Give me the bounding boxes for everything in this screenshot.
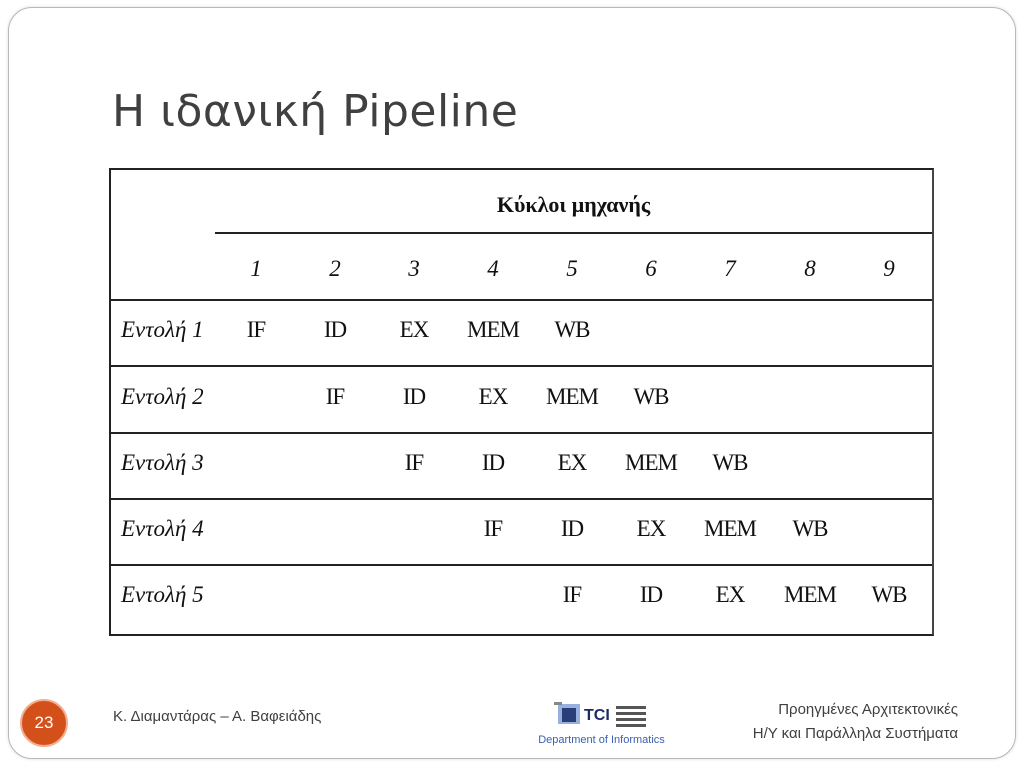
pipeline-stage-cell: ID <box>402 384 426 409</box>
pipeline-stage-cell: MEM <box>467 317 519 342</box>
pipeline-stage-cell: EX <box>715 582 745 607</box>
row-divider <box>109 498 932 500</box>
pipeline-table <box>109 168 932 634</box>
pipeline-stage-cell: IF <box>325 384 345 409</box>
row-divider <box>109 432 932 434</box>
page-number-badge: 23 <box>20 699 68 747</box>
department-logo <box>524 700 679 746</box>
pipeline-stage-cell: WB <box>871 582 907 607</box>
course-line-2: Η/Υ και Παράλληλα Συστήματα <box>752 725 958 742</box>
header-divider <box>215 232 932 234</box>
pipeline-stage-cell: EX <box>636 516 666 541</box>
cycle-number: 5 <box>566 256 578 281</box>
slide-title: Η ιδανική Pipeline <box>112 86 519 137</box>
cycle-number: 6 <box>645 256 657 281</box>
pipeline-stage-cell: MEM <box>625 450 677 475</box>
instruction-label: Εντολή 4 <box>121 516 204 541</box>
logo-caption: Department of Informatics <box>538 734 665 746</box>
pipeline-stage-cell: ID <box>323 317 347 342</box>
cycle-number: 8 <box>804 256 816 281</box>
cycle-number: 1 <box>250 256 262 281</box>
row-divider <box>109 365 932 367</box>
instruction-label: Εντολή 5 <box>121 582 204 607</box>
pipeline-stage-cell: ID <box>560 516 584 541</box>
pipeline-stage-cell: IF <box>404 450 424 475</box>
cycle-number: 3 <box>408 256 420 281</box>
pipeline-stage-cell: ID <box>639 582 663 607</box>
instruction-label: Εντολή 2 <box>121 384 204 409</box>
pipeline-stage-cell: WB <box>633 384 669 409</box>
table-header-cycles: Κύκλοι μηχανής <box>496 192 651 217</box>
row-divider <box>109 299 932 301</box>
pipeline-stage-cell: IF <box>246 317 266 342</box>
footer-author: Κ. Διαμαντάρας – Α. Βαφειάδης <box>113 708 322 725</box>
cycle-number: 9 <box>883 256 895 281</box>
pipeline-stage-cell: IF <box>483 516 503 541</box>
svg-text:TCI: TCI <box>584 707 610 724</box>
instruction-label: Εντολή 1 <box>121 317 204 342</box>
pipeline-stage-cell: WB <box>712 450 748 475</box>
pipeline-stage-cell: WB <box>792 516 828 541</box>
course-line-1: Προηγμένες Αρχιτεκτονικές <box>778 701 958 718</box>
instruction-label: Εντολή 3 <box>121 450 204 475</box>
pipeline-stage-cell: MEM <box>784 582 836 607</box>
pipeline-stage-cell: EX <box>478 384 508 409</box>
logo-emblem-icon <box>524 700 679 734</box>
pipeline-stage-cell: EX <box>399 317 429 342</box>
pipeline-stage-cell: ID <box>481 450 505 475</box>
pipeline-stage-cell: WB <box>554 317 590 342</box>
footer-course <box>753 698 958 746</box>
cycle-number: 4 <box>487 256 499 281</box>
cycle-number: 2 <box>329 256 341 281</box>
pipeline-stage-cell: IF <box>562 582 582 607</box>
pipeline-stage-cell: EX <box>557 450 587 475</box>
pipeline-stage-cell: MEM <box>704 516 756 541</box>
cycle-number: 7 <box>724 256 736 281</box>
row-divider <box>109 564 932 566</box>
pipeline-stage-cell: MEM <box>546 384 598 409</box>
